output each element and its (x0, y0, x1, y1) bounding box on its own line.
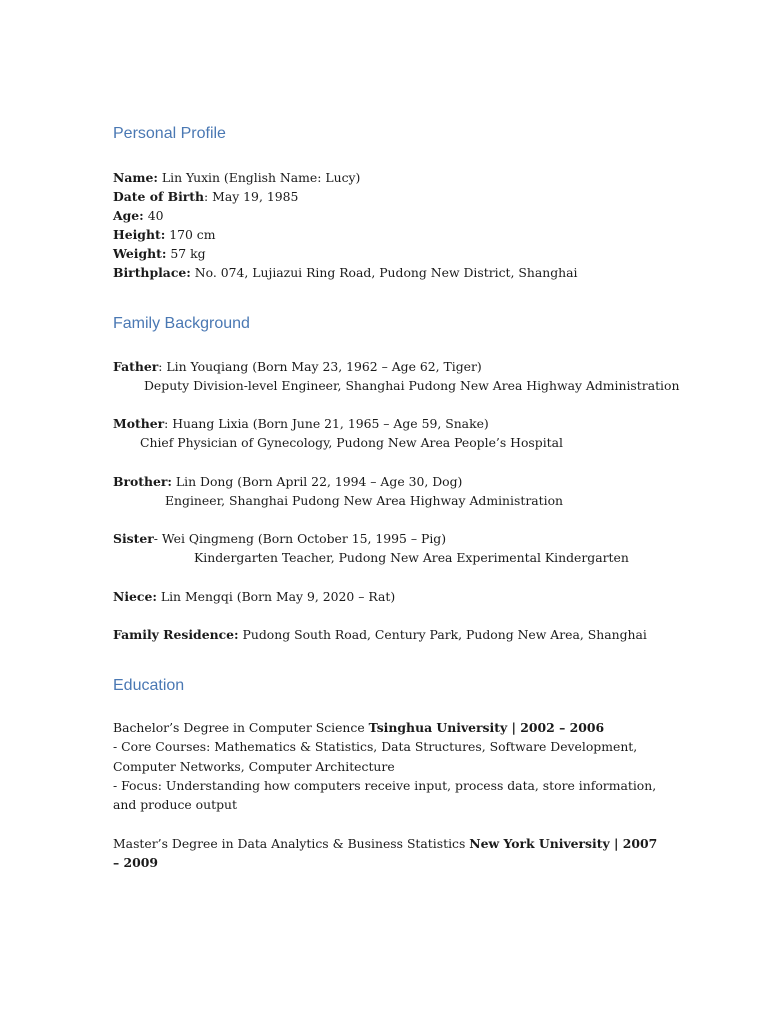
education-entry-master (113, 834, 658, 873)
family-member-father (113, 357, 482, 376)
member-label: Father (113, 359, 159, 374)
family-background-heading: Family Background (113, 315, 250, 332)
degree-note: - Core Courses: Mathematics & Statistics, Data Structures, Software Development, Computer Networks, Computer Architecture (113, 739, 638, 774)
field-value: 170 cm (165, 227, 216, 242)
member-value: Lin Dong (Born April 22, 1994 – Age 30, Dog) (171, 474, 463, 489)
family-member-father-detail: Deputy Division-level Engineer, Shanghai Pudong New Area Highway Administration (144, 378, 680, 393)
profile-field-date-of-birth (113, 187, 298, 206)
field-value: 57 kg (166, 246, 206, 261)
education-heading: Education (113, 677, 185, 694)
member-value: - Wei Qingmeng (Born October 15, 1995 – Pig) (153, 531, 447, 546)
member-value: Lin Mengqi (Born May 9, 2020 – Rat) (156, 589, 396, 604)
personal-profile-heading: Personal Profile (113, 125, 226, 142)
profile-field-name (113, 168, 360, 187)
residence-label: Family Residence: (113, 627, 239, 642)
family-member-mother (113, 414, 489, 433)
field-value: Lin Yuxin (English Name: Lucy) (157, 170, 361, 185)
field-label: Name: (113, 170, 158, 185)
profile-field-age (113, 206, 163, 225)
member-label: Brother: (113, 474, 172, 489)
family-member-mother-detail: Chief Physician of Gynecology, Pudong New Area People’s Hospital (140, 435, 563, 450)
field-label: Date of Birth (113, 189, 205, 204)
member-label: Mother (113, 416, 165, 431)
family-member-sister (113, 529, 446, 548)
field-label: Birthplace: (113, 265, 191, 280)
field-label: Weight: (113, 246, 167, 261)
field-value: No. 074, Lujiazui Ring Road, Pudong New District, Shanghai (190, 265, 578, 280)
degree-institution: Tsinghua University | 2002 – 2006 (368, 720, 605, 735)
residence-value: Pudong South Road, Century Park, Pudong New Area, Shanghai (238, 627, 647, 642)
degree-title: Master’s Degree in Data Analytics & Business Statistics (113, 836, 470, 851)
degree-institution: New York University | 2007 – 2009 (113, 836, 658, 871)
field-value: : May 19, 1985 (204, 189, 299, 204)
family-residence (113, 625, 647, 644)
field-value: 40 (143, 208, 164, 223)
degree-title: Bachelor’s Degree in Computer Science (113, 720, 369, 735)
field-label: Height: (113, 227, 166, 242)
member-value: : Huang Lixia (Born June 21, 1965 – Age 59, Snake) (164, 416, 489, 431)
member-label: Niece: (113, 589, 157, 604)
family-member-brother-detail: Engineer, Shanghai Pudong New Area Highway Administration (165, 493, 564, 508)
profile-field-height (113, 225, 216, 244)
family-member-sister-detail: Kindergarten Teacher, Pudong New Area Experimental Kindergarten (194, 550, 629, 565)
profile-field-weight (113, 244, 206, 263)
degree-note: - Focus: Understanding how computers receive input, process data, store information, and produce output (113, 777, 657, 813)
member-label: Sister (113, 531, 154, 546)
member-value: : Lin Youqiang (Born May 23, 1962 – Age 62, Tiger) (158, 359, 482, 374)
profile-field-birthplace (113, 263, 578, 282)
field-label: Age: (113, 208, 144, 223)
family-member-brother (113, 472, 462, 491)
family-member-niece (113, 587, 395, 606)
education-entry-bachelor (113, 718, 658, 814)
